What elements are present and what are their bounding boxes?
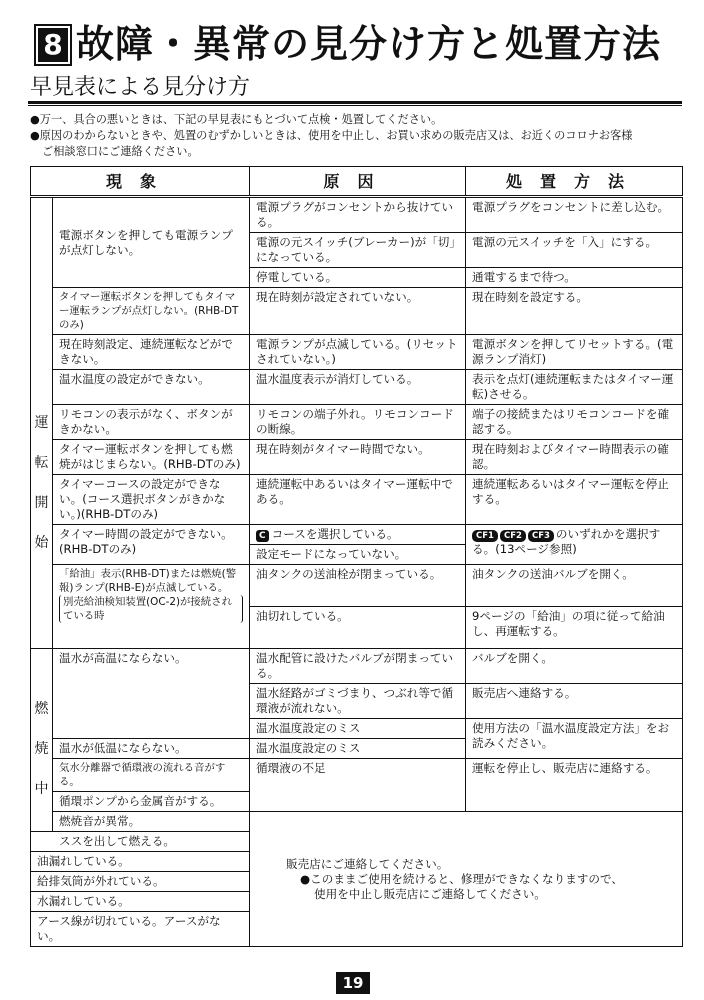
remedy-cell: 電源プラグをコンセントに差し込む。 — [466, 197, 683, 233]
remedy-cell: 油タンクの送油バルブを開く。 — [466, 565, 683, 607]
header-symptom: 現象 — [31, 167, 250, 197]
table-row — [31, 440, 683, 475]
cause-cell: 電源プラグがコンセントから抜けている。 — [250, 197, 466, 233]
table-row — [31, 405, 683, 440]
group-char: 始 — [34, 535, 49, 551]
symptom-cell: タイマー運転ボタンを押してもタイマー運転ランプが点灯しない。(RHB-DTのみ) — [53, 288, 250, 335]
group-char: 燃 — [34, 701, 49, 717]
remedy-cell: 通電するまで待つ。 — [466, 268, 683, 288]
remedy-cell: 運転を停止し、販売店に連絡する。 — [466, 759, 683, 812]
remedy-cell: 連続運転あるいはタイマー運転を停止する。 — [466, 475, 683, 525]
symptom-cell: タイマーコースの設定ができない。(コース選択ボタンがきかない。)(RHB-DTのみ) — [53, 475, 250, 525]
group-char: 焼 — [34, 741, 49, 757]
cause-cell: 電源ランプが点滅している。(リセットされていない。) — [250, 335, 466, 370]
table-row — [31, 525, 683, 545]
header-cause: 原因 — [250, 167, 466, 197]
remedy-cell: バルブを開く。 — [466, 649, 683, 684]
section-subtitle: 早見表による見分け方 — [30, 75, 251, 100]
cause-cell: 現在時刻がタイマー時間でない。 — [250, 440, 466, 475]
table-row — [31, 565, 683, 607]
intro-notes — [30, 112, 682, 160]
course-c-icon: C — [256, 530, 269, 542]
cf1-icon: CF1 — [472, 530, 498, 542]
subtitle-rule-thin — [28, 105, 682, 106]
table-row — [31, 197, 683, 233]
symptom-cell: 電源ボタンを押しても電源ランプが点灯しない。 — [53, 197, 250, 288]
table-row — [31, 475, 683, 525]
cause-cell: 温水温度設定のミス — [250, 739, 466, 759]
symptom-cell: タイマー運転ボタンを押しても燃焼がはじまらない。(RHB-DTのみ) — [53, 440, 250, 475]
contact-dealer-cell — [250, 812, 683, 947]
cause-cell: 循環液の不足 — [250, 759, 466, 812]
cause-cell: 温水配管に設けたバルブが閉まっている。 — [250, 649, 466, 684]
group-char: 転 — [34, 455, 49, 471]
remedy-cell: 電源ボタンを押してリセットする。(電源ランプ消灯) — [466, 335, 683, 370]
symptom-note: 別売給油検知装置(OC-2)が接続されている時 — [59, 595, 243, 623]
symptom-cell: タイマー時間の設定ができない。(RHB-DTのみ) — [53, 525, 250, 565]
symptom-cell: 温水が高温にならない。 — [53, 649, 250, 739]
note-line: ●万一、具合の悪いときは、下記の早見表にもとづいて点検・処置してください。 — [30, 113, 443, 126]
cause-cell: リモコンの端子外れ。リモコンコードの断線。 — [250, 405, 466, 440]
symptom-cell: 温水温度の設定ができない。 — [53, 370, 250, 405]
remedy-cell: 現在時刻を設定する。 — [466, 288, 683, 335]
cause-cell: 設定モードになっていない。 — [250, 545, 466, 565]
contact-line: 使用を中止し販売店にご連絡してください。 — [314, 886, 546, 901]
cf3-icon: CF3 — [528, 530, 554, 542]
subtitle-rule — [28, 101, 682, 104]
table-header-row — [31, 167, 683, 197]
page-title: 故障・異常の見分け方と処置方法 — [76, 22, 662, 66]
symptom-cell — [53, 565, 250, 649]
section-header — [28, 10, 680, 74]
cause-cell: 停電している。 — [250, 268, 466, 288]
group-operation-label — [31, 197, 53, 649]
group-char: 中 — [34, 781, 49, 797]
group-combustion-label — [31, 649, 53, 832]
symptom-cell: アース線が切れている。アースがない。 — [31, 912, 250, 947]
remedy-cell: 現在時刻およびタイマー時間表示の確認。 — [466, 440, 683, 475]
note-line: ●原因のわからないときや、処置のむずかしいときは、使用を中止し、お買い求めの販売店又は、お近くのコロナお客様 — [30, 129, 633, 142]
group-char: 運 — [34, 415, 49, 431]
section-number: 8 — [34, 24, 72, 66]
cf2-icon: CF2 — [500, 530, 526, 542]
remedy-cell: 表示を点灯(連続運転またはタイマー運転)させる。 — [466, 370, 683, 405]
symptom-cell: 燃焼音が異常。 — [53, 812, 250, 832]
table-row — [31, 288, 683, 335]
cause-cell: 油タンクの送油栓が閉まっている。 — [250, 565, 466, 607]
symptom-cell: リモコンの表示がなく、ボタンがきかない。 — [53, 405, 250, 440]
symptom-cell: 水漏れしている。 — [31, 892, 250, 912]
cause-cell: 電源の元スイッチ(ブレーカー)が「切」になっている。 — [250, 233, 466, 268]
cause-cell: 温水温度設定のミス — [250, 719, 466, 739]
cause-cell — [250, 525, 466, 545]
symptom-cell: 油漏れしている。 — [31, 852, 250, 872]
contact-line: ●このままご使用を続けると、修理ができなくなりますので、 — [300, 871, 623, 886]
page-number: 19 — [336, 972, 370, 994]
remedy-cell: 販売店へ連絡する。 — [466, 684, 683, 719]
cause-text: コースを選択している。 — [271, 527, 399, 541]
remedy-cell: 電源の元スイッチを「入」にする。 — [466, 233, 683, 268]
remedy-cell: 9ページの「給油」の項に従って給油し、再運転する。 — [466, 607, 683, 649]
header-remedy: 処置方法 — [466, 167, 683, 197]
remedy-cell: 使用方法の「温水温度設定方法」をお読みください。 — [466, 719, 683, 759]
remedy-cell: 端子の接続またはリモコンコードを確認する。 — [466, 405, 683, 440]
table-row — [31, 759, 683, 792]
symptom-cell: ススを出して燃える。 — [31, 832, 250, 852]
symptom-cell: 循環ポンプから金属音がする。 — [53, 792, 250, 812]
note-line: ご相談窓口にご連絡ください。 — [42, 145, 199, 158]
remedy-cell — [466, 525, 683, 565]
cause-cell: 温水温度表示が消灯している。 — [250, 370, 466, 405]
table-row — [31, 335, 683, 370]
cause-cell: 現在時刻が設定されていない。 — [250, 288, 466, 335]
symptom-cell: 現在時刻設定、連続運転などができない。 — [53, 335, 250, 370]
symptom-cell: 給排気筒が外れている。 — [31, 872, 250, 892]
table-row — [31, 370, 683, 405]
troubleshooting-table — [30, 166, 683, 947]
group-char: 開 — [34, 495, 49, 511]
cause-cell: 温水経路がゴミづまり、つぶれ等で循環液が流れない。 — [250, 684, 466, 719]
cause-cell: 油切れしている。 — [250, 607, 466, 649]
table-row — [31, 812, 683, 832]
contact-line: 販売店にご連絡してください。 — [286, 856, 449, 871]
symptom-cell: 気水分離器で循環液の流れる音がする。 — [53, 759, 250, 792]
remedy-text: のいずれかを選択する。(13ページ参照) — [472, 527, 661, 556]
cause-cell: 連続運転中あるいはタイマー運転中である。 — [250, 475, 466, 525]
symptom-text: 「給油」表示(RHB-DT)または燃焼(警報)ランプ(RHB-E)が点滅している。 — [59, 568, 237, 594]
symptom-cell: 温水が低温にならない。 — [53, 739, 250, 759]
table-row — [31, 649, 683, 684]
